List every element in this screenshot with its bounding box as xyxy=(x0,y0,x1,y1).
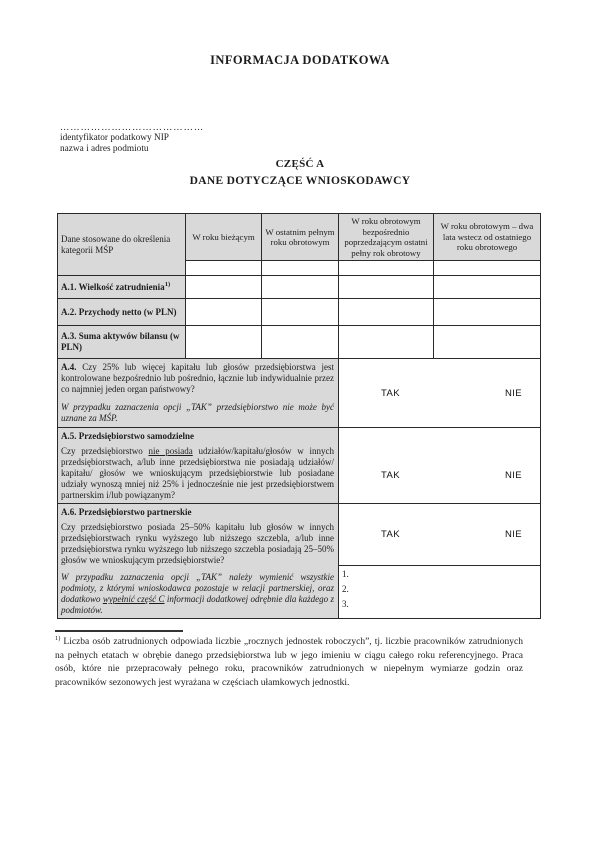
value-cell-a3[interactable] xyxy=(262,326,339,359)
a6-partner-list-cell[interactable] xyxy=(339,566,541,619)
value-cell-a3[interactable] xyxy=(339,326,434,359)
question-a5-underlined: nie posiada xyxy=(148,446,193,456)
question-a4-text: Czy 25% lub więcej kapitału lub głosów przedsiębiorstwa jest kontrolowane bezpośrednio lub pośrednio, łącznie lub indywidualnie przez co najmniej jeden organ państwowy? xyxy=(61,362,335,394)
value-cell-a1[interactable] xyxy=(262,276,339,299)
entity-name-label: nazwa i adres podmiotu xyxy=(60,143,149,154)
column-header-preceding-year: W roku obrotowym bezpośrednio poprzedzającym ostatni pełny rok obrotowy xyxy=(339,214,434,261)
value-cell-a1[interactable] xyxy=(186,276,262,299)
applicant-data-table xyxy=(57,213,541,619)
value-cell-a1[interactable] xyxy=(339,276,434,299)
value-cell-a3[interactable] xyxy=(186,326,262,359)
question-a5-text-pre: Czy przedsiębiorstwo xyxy=(61,446,149,456)
question-a5 xyxy=(58,428,339,504)
a4-option-nie[interactable]: NIE xyxy=(504,387,522,399)
a4-option-tak[interactable]: TAK xyxy=(381,387,400,399)
fill-in-dotted-line: …………………………………… xyxy=(60,123,205,133)
a6-option-nie[interactable]: NIE xyxy=(504,529,522,540)
answer-cell-a5 xyxy=(339,428,541,504)
row-label-a1-text: A.1. Wielkość zatrudnienia xyxy=(61,281,165,292)
year-entry-cell[interactable] xyxy=(339,261,434,276)
row-label-a3: A.3. Suma aktywów bilansu (w PLN) xyxy=(58,326,186,359)
footnote xyxy=(55,630,523,690)
list-item-3: 3. xyxy=(342,599,349,609)
question-a6-note-pre: W przypadku zaznaczenia opcji „TAK” należy wymienić wszystkie podmioty, z którymi wnioskodawca pozostaje w relacji partnerskiej, oraz dodatkowo xyxy=(61,572,334,604)
value-cell-a3[interactable] xyxy=(434,326,541,359)
year-entry-cell[interactable] xyxy=(186,261,262,276)
value-cell-a2[interactable] xyxy=(262,299,339,326)
footnote-marker: 1) xyxy=(55,634,61,642)
column-header-last-full-year: W ostatnim pełnym roku obrotowym xyxy=(262,214,339,261)
column-header-current-year: W roku bieżącym xyxy=(186,214,262,261)
footnote-reference-mark: 1) xyxy=(164,280,171,288)
nip-label: identyfikator podatkowy NIP xyxy=(60,133,169,143)
column-header-two-years-back: W roku obrotowym – dwa lata wstecz od ostatniego roku obrotowego xyxy=(434,214,541,261)
question-a6-heading: A.6. Przedsiębiorstwo partnerskie xyxy=(61,507,192,517)
answer-cell-a6 xyxy=(339,504,541,566)
value-cell-a2[interactable] xyxy=(186,299,262,326)
question-a4-number: A.4. xyxy=(61,362,77,372)
list-item-1: 1. xyxy=(342,569,349,579)
year-entry-cell[interactable] xyxy=(434,261,541,276)
value-cell-a2[interactable] xyxy=(434,299,541,326)
question-a4-note: W przypadku zaznaczenia opcji „TAK” przedsiębiorstwo nie może być uznane za MŚP. xyxy=(61,402,334,423)
row-label-a1 xyxy=(58,276,186,299)
question-a6-note-underlined: wypełnić część C xyxy=(102,594,165,604)
value-cell-a2[interactable] xyxy=(339,299,434,326)
question-a4 xyxy=(58,359,339,428)
answer-cell-a4 xyxy=(339,359,541,428)
value-cell-a1[interactable] xyxy=(434,276,541,299)
page-title: INFORMACJA DODATKOWA xyxy=(210,53,390,67)
list-item-2: 2. xyxy=(342,584,349,594)
footnote-divider xyxy=(55,630,183,632)
a5-option-tak[interactable]: TAK xyxy=(381,469,400,481)
question-a6-note-post: informacji dodatkowej odrębnie dla każdego z podmiotów. xyxy=(61,594,334,615)
footnote-text: Liczba osób zatrudnionych odpowiada liczbie „rocznych jednostek roboczych”, tj. liczbie pracowników zatrudnionych na pełnych etatach w obrębie danego przedsiębiorstwa lub w jego imieniu w ciągu całego roku referencyjnego. Praca osób, które nie przepracowały pełnego roku, pracowników zatrudnionych w niepełnym wymiarze godzin oraz pracowników sezonowych jest wyrażana w częściach ułamkowych jednostki. xyxy=(55,637,523,688)
a6-option-tak[interactable]: TAK xyxy=(381,529,400,540)
part-a-subheading: DANE DOTYCZĄCE WNIOSKODAWCY xyxy=(189,175,411,187)
question-a6 xyxy=(58,504,339,619)
column-header-category: Dane stosowane do określenia kategorii MŚP xyxy=(58,214,186,276)
year-entry-cell[interactable] xyxy=(262,261,339,276)
identification-block xyxy=(60,124,204,155)
part-a-heading: CZĘŚĆ A xyxy=(275,158,325,170)
question-a5-heading: A.5. Przedsiębiorstwo samodzielne xyxy=(61,431,194,441)
a5-option-nie[interactable]: NIE xyxy=(504,469,522,481)
row-label-a2: A.2. Przychody netto (w PLN) xyxy=(58,299,186,326)
question-a5-text-post: udziałów/kapitału/głosów w innych przedsiębiorstwach, a/lub inne przedsiębiorstwa nie posiadają udziałów/ kapitału/ głosów we wnioskującym przedsiębiorstwie lub posiadane udziały wynoszą mniej niż 25% i jednocześnie nie jest przedsiębiorstwem partnerskim i/lub powiązanym? xyxy=(61,446,334,500)
question-a6-text: Czy przedsiębiorstwo posiada 25–50% kapitału lub głosów w innych przedsiębiorstwach rynku wyższego lub niższego szczebla, a/lub inne przedsiębiorstwa rynku wyższego lub niższego szczebla posiadają 25–50% głosów we wnioskującym przedsiębiorstwie? xyxy=(61,522,334,565)
